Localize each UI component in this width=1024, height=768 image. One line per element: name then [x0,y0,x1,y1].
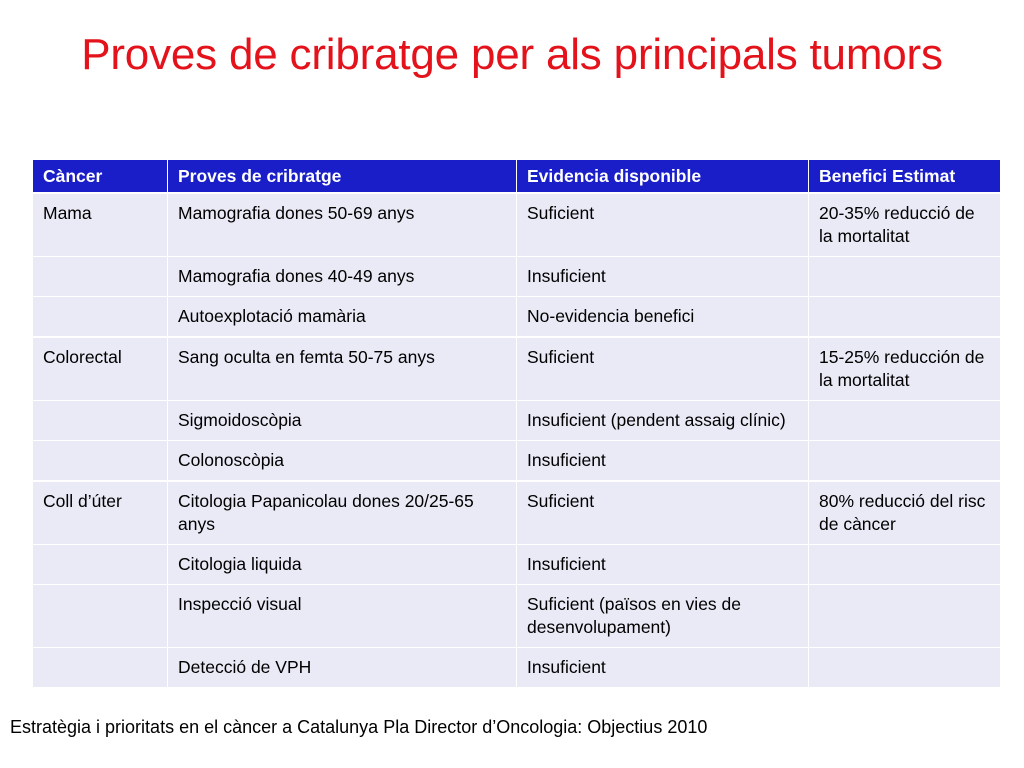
cell-screening-test: Detecció de VPH [168,648,517,688]
cell-benefit [809,401,1001,441]
cell-cancer: Mama [33,193,168,257]
cell-benefit [809,545,1001,585]
cell-screening-test: Citologia Papanicolau dones 20/25-65 anys [168,481,517,545]
cell-screening-test: Inspecció visual [168,585,517,648]
cell-benefit: 20-35% reducció de la mortalitat [809,193,1001,257]
cell-evidence: Suficient (països en vies de desenvolupament) [517,585,809,648]
table-row [33,193,1001,257]
table-row [33,441,1001,482]
cell-benefit [809,297,1001,338]
cell-screening-test: Mamografia dones 50-69 anys [168,193,517,257]
screening-table-container [32,160,1000,688]
header-screening-tests: Proves de cribratge [168,160,517,193]
table-header-row [33,160,1001,193]
cell-benefit: 15-25% reducción de la mortalitat [809,337,1001,401]
cell-cancer [33,257,168,297]
cell-evidence: Insuficient [517,257,809,297]
cell-benefit [809,648,1001,688]
table-row [33,545,1001,585]
header-cancer: Càncer [33,160,168,193]
cell-benefit [809,257,1001,297]
cell-cancer: Coll d’úter [33,481,168,545]
cell-benefit: 80% reducció del risc de càncer [809,481,1001,545]
cell-benefit [809,585,1001,648]
cell-evidence: Suficient [517,481,809,545]
cell-cancer [33,545,168,585]
table-row [33,257,1001,297]
cell-evidence: Suficient [517,337,809,401]
cell-cancer [33,648,168,688]
cell-benefit [809,441,1001,482]
table-row [33,401,1001,441]
cell-screening-test: Sang oculta en femta 50-75 anys [168,337,517,401]
cell-cancer [33,401,168,441]
cell-screening-test: Colonoscòpia [168,441,517,482]
table-row [33,648,1001,688]
table-row [33,481,1001,545]
cell-screening-test: Mamografia dones 40-49 anys [168,257,517,297]
cell-cancer: Colorectal [33,337,168,401]
cell-cancer [33,441,168,482]
cell-cancer [33,585,168,648]
cell-cancer [33,297,168,338]
slide-title: Proves de cribratge per als principals tumors [81,30,943,79]
table-row [33,337,1001,401]
cell-evidence: Insuficient [517,545,809,585]
header-available-evidence: Evidencia disponible [517,160,809,193]
cell-evidence: No-evidencia benefici [517,297,809,338]
table-row [33,297,1001,338]
cell-screening-test: Sigmoidoscòpia [168,401,517,441]
screening-table [32,160,1001,688]
header-estimated-benefit: Benefici Estimat [809,160,1001,193]
table-row [33,585,1001,648]
cell-evidence: Insuficient (pendent assaig clínic) [517,401,809,441]
cell-evidence: Insuficient [517,441,809,482]
cell-screening-test: Citologia liquida [168,545,517,585]
cell-evidence: Suficient [517,193,809,257]
cell-screening-test: Autoexplotació mamària [168,297,517,338]
source-footnote: Estratègia i prioritats en el càncer a Catalunya Pla Director d’Oncologia: Objectius 2010 [10,717,708,737]
cell-evidence: Insuficient [517,648,809,688]
